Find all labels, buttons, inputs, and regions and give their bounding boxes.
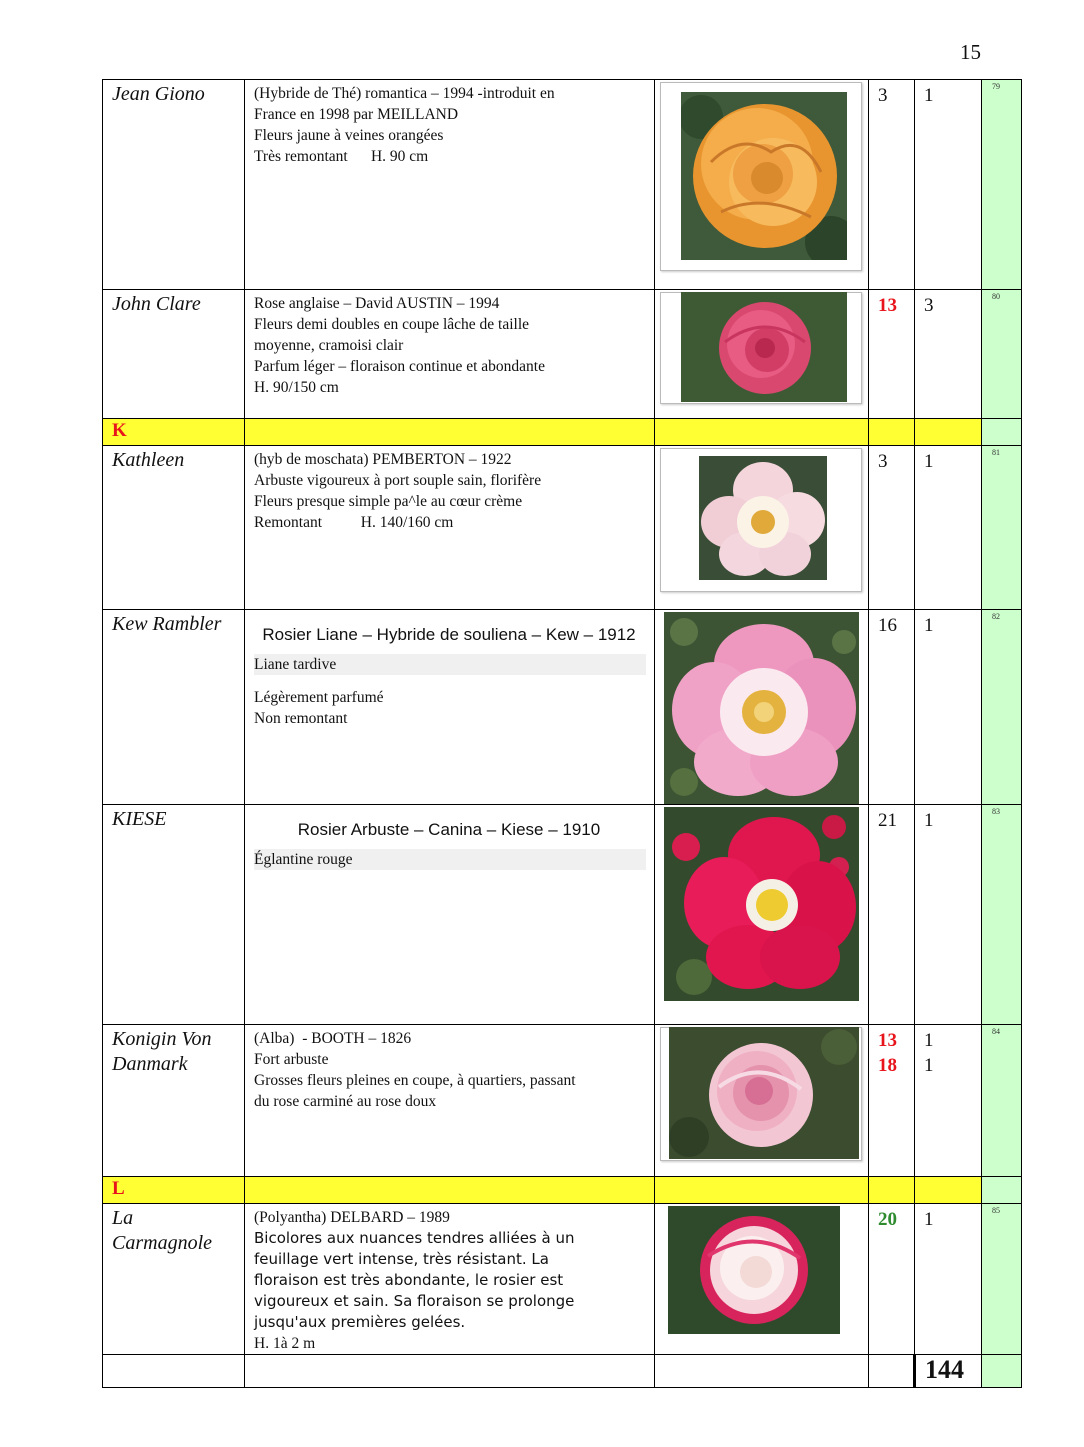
rose-photo-cell [655, 80, 869, 290]
quantity-1 [869, 1204, 915, 1355]
description-line: Légèrement parfumé [254, 689, 384, 706]
description-line: jusqu'aux premières gelées. [254, 1313, 466, 1331]
rose-name: Kew Rambler [103, 610, 245, 805]
rose-name: Konigin Von Danmark [103, 1025, 245, 1177]
description-line: floraison est très abondante, le rosier est [254, 1271, 564, 1289]
entry-number: 80 [982, 290, 1022, 419]
rose-name: Jean Giono [103, 80, 245, 290]
quantity-2: 1 [915, 610, 982, 805]
description-line: feuillage vert intense, très résistant. La [254, 1250, 549, 1268]
quantity-value: 13 [878, 1030, 897, 1051]
description-line: (Hybride de Thé) romantica – 1994 -introduit en [254, 85, 555, 102]
description-line: Rose anglaise – David AUSTIN – 1994 [254, 295, 500, 312]
entry-number: 79 [982, 80, 1022, 290]
page-number: 15 [960, 40, 981, 64]
description-line: Bicolores aux nuances tendres alliées à un [254, 1229, 575, 1247]
quantity-2: 1 [915, 446, 982, 610]
quantity-2: 1 [915, 1204, 982, 1355]
rose-title: Rosier Arbuste – Canina – Kiese – 1910 [297, 820, 601, 839]
rose-name: KIESE [103, 805, 245, 1025]
description-line: H. 1à 2 m [254, 1335, 316, 1352]
total-count: 144 [925, 1355, 964, 1384]
rose-name: La Carmagnole [103, 1204, 245, 1355]
entry-number: 82 [982, 610, 1022, 805]
rose-photo-cell [655, 610, 869, 805]
quantity-2: 1 [915, 80, 982, 290]
light-pink-rose-photo [669, 1027, 859, 1159]
table-row [103, 805, 1022, 1025]
description-line: Fleurs presque simple pa^le au cœur crème [254, 493, 523, 510]
quantity-value: 1 [924, 1055, 934, 1076]
description-line: France en 1998 par MEILLAND [254, 106, 459, 123]
quantity-1 [869, 1025, 915, 1177]
rose-photo-cell [655, 805, 869, 1025]
rose-name: Kathleen [103, 446, 245, 610]
description-line: Fort arbuste [254, 1051, 329, 1068]
pink-rose-photo [681, 292, 847, 402]
rose-photo-cell [655, 1025, 869, 1177]
entry-number: 84 [982, 1025, 1022, 1177]
description-line: (hyb de moschata) PEMBERTON – 1922 [254, 451, 512, 468]
rose-description [245, 610, 655, 805]
pink-white-single-rose-photo [664, 612, 859, 804]
rose-photo-cell [655, 290, 869, 419]
section-header-l [103, 1177, 1022, 1204]
quantity-value: 20 [878, 1209, 897, 1230]
section-letter: K [112, 420, 127, 441]
entry-number: 85 [982, 1204, 1022, 1355]
table-row [103, 610, 1022, 805]
red-single-rose-photo [664, 807, 859, 1001]
quantity-2: 3 [915, 290, 982, 419]
entry-number: 81 [982, 446, 1022, 610]
table-row [103, 446, 1022, 610]
description-line: Arbuste vigoureux à port souple sain, florifère [254, 472, 542, 489]
description-highlight: Liane tardive [254, 654, 646, 675]
description-line: vigoureux et sain. Sa floraison se prolonge [254, 1292, 575, 1310]
rose-catalog-table [102, 79, 1022, 1388]
total-row [103, 1355, 1022, 1388]
rose-description [245, 1025, 655, 1177]
bicolor-rose-photo [668, 1206, 840, 1334]
quantity-1: 21 [869, 805, 915, 1025]
orange-rose-photo [681, 92, 847, 260]
description-line: Remontant H. 140/160 cm [254, 514, 454, 531]
entry-number: 83 [982, 805, 1022, 1025]
quantity-2: 1 [915, 805, 982, 1025]
description-line: du rose carminé au rose doux [254, 1093, 437, 1110]
description-line: Fleurs jaune à veines orangées [254, 127, 444, 144]
description-highlight: Églantine rouge [254, 849, 646, 870]
quantity-2 [915, 1025, 982, 1177]
description-line: (Alba) - BOOTH – 1826 [254, 1030, 412, 1047]
description-line: Fleurs demi doubles en coupe lâche de taille [254, 316, 530, 333]
description-line: Grosses fleurs pleines en coupe, à quartiers, passant [254, 1072, 576, 1089]
quantity-value: 13 [878, 295, 897, 316]
quantity-value: 18 [878, 1055, 897, 1076]
rose-title: Rosier Liane – Hybride de souliena – Kew – 1912 [262, 625, 636, 644]
quantity-1: 3 [869, 446, 915, 610]
rose-description [245, 446, 655, 610]
table-row [103, 1204, 1022, 1355]
quantity-1: 3 [869, 80, 915, 290]
description-line: moyenne, cramoisi clair [254, 337, 404, 354]
rose-photo-cell [655, 446, 869, 610]
rose-description [245, 1204, 655, 1355]
rose-description [245, 80, 655, 290]
table-row [103, 290, 1022, 419]
description-line: Non remontant [254, 710, 348, 727]
pale-single-rose-photo [699, 456, 827, 580]
quantity-1 [869, 290, 915, 419]
rose-description [245, 805, 655, 1025]
rose-name: John Clare [103, 290, 245, 419]
table-row [103, 80, 1022, 290]
table-row [103, 1025, 1022, 1177]
quantity-1: 16 [869, 610, 915, 805]
description-line: (Polyantha) DELBARD – 1989 [254, 1209, 450, 1226]
description-line: Parfum léger – floraison continue et abondante [254, 358, 545, 375]
section-letter: L [112, 1178, 125, 1199]
rose-photo-cell [655, 1204, 869, 1355]
quantity-value: 1 [924, 1030, 934, 1051]
description-line: Très remontant H. 90 cm [254, 148, 429, 165]
section-header-k [103, 419, 1022, 446]
rose-description [245, 290, 655, 419]
description-line: H. 90/150 cm [254, 379, 339, 396]
